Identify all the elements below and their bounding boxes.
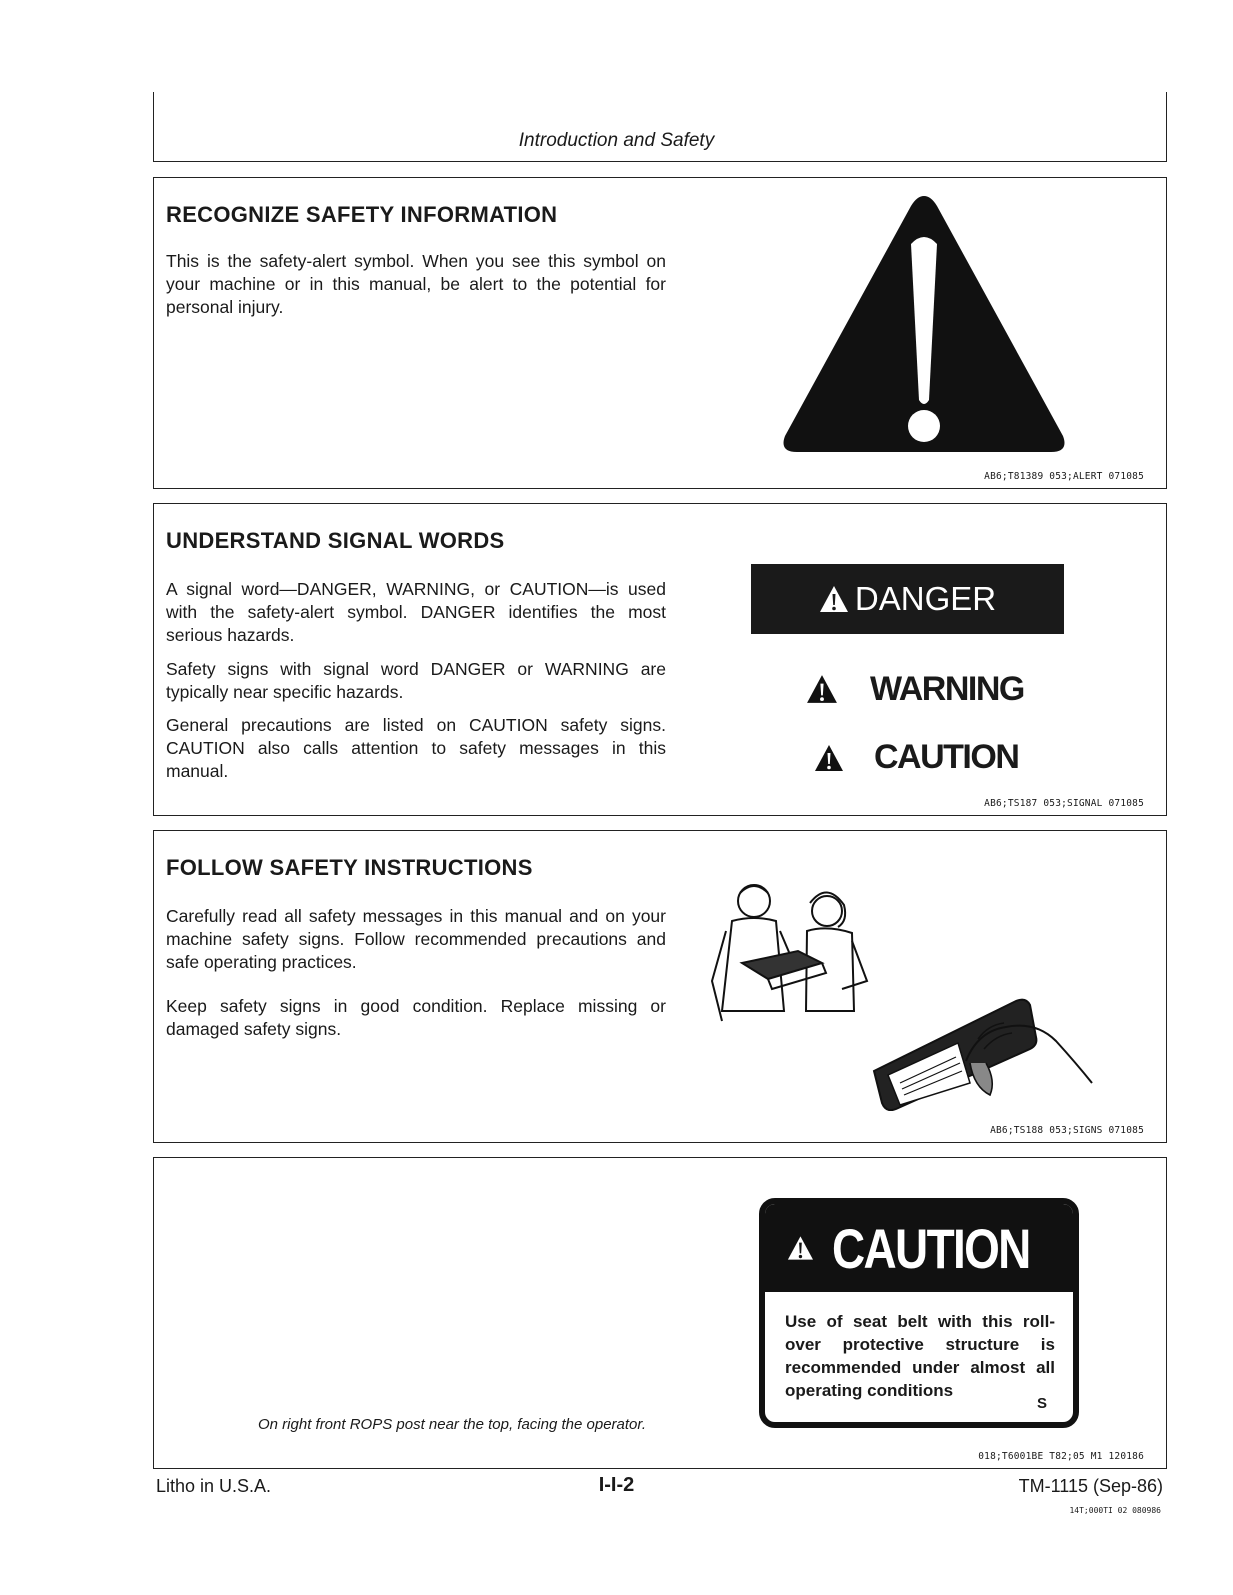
decal-location-caption: On right front ROPS post near the top, facing the operator. [258, 1416, 646, 1433]
safety-alert-icon [779, 186, 1069, 462]
figure-reference: AB6;T81389 053;ALERT 071085 [984, 471, 1144, 482]
caution-decal [759, 1198, 1079, 1428]
caution-decal-code: S [1036, 1395, 1047, 1412]
section-paragraph: Carefully read all safety messages in this manual and on your machine safety signs. Follow recommended precautions and safe operating practices. [166, 906, 666, 972]
figure-reference: AB6;TS188 053;SIGNS 071085 [990, 1125, 1144, 1136]
footer-page-number: I-I-2 [598, 1474, 635, 1496]
section-recognize-safety [153, 177, 1167, 489]
section-heading: UNDERSTAND SIGNAL WORDS [166, 528, 505, 553]
alert-triangle-icon [787, 1218, 814, 1278]
warning-sign-label: WARNING [870, 670, 1024, 708]
section-rops-decal [153, 1157, 1167, 1469]
page-header-title: Introduction and Safety [518, 130, 715, 151]
danger-sign [751, 564, 1064, 634]
warning-sign [806, 670, 1024, 709]
danger-sign-label: DANGER [854, 580, 997, 617]
alert-triangle-icon [819, 585, 849, 613]
caution-sign [814, 738, 1018, 777]
caution-decal-title: CAUTION [831, 1216, 1030, 1280]
section-heading: RECOGNIZE SAFETY INFORMATION [166, 202, 558, 227]
hand-applying-safety-sign-illustration [866, 991, 1096, 1111]
section-paragraph: This is the safety-alert symbol. When you see this symbol on your machine or in this manual, be alert to the potential for personal injury. [166, 251, 666, 317]
section-paragraph: Safety signs with signal word DANGER or WARNING are typically near specific hazards. [166, 659, 666, 702]
caution-decal-text: Use of seat belt with this roll-over protective structure is recommended under almost all operating conditions [785, 1312, 1055, 1400]
footer-manual-id: TM-1115 (Sep-86) [1018, 1476, 1163, 1496]
section-signal-words [153, 503, 1167, 816]
caution-decal-header [765, 1204, 1073, 1292]
section-paragraph: A signal word—DANGER, WARNING, or CAUTION—is used with the safety-alert symbol. DANGER identifies the most serious hazards. [166, 579, 666, 645]
alert-triangle-icon [814, 744, 844, 772]
figure-reference: 018;T6001BE T82;05 M1 120186 [978, 1451, 1144, 1462]
section-heading: FOLLOW SAFETY INSTRUCTIONS [166, 855, 533, 880]
section-paragraph: General precautions are listed on CAUTION safety signs. CAUTION also calls attention to safety messages in this manual. [166, 715, 666, 781]
footer-code: 14T;000TI 02 080986 [1069, 1506, 1161, 1515]
section-follow-instructions [153, 830, 1167, 1143]
section-paragraph: Keep safety signs in good condition. Replace missing or damaged safety signs. [166, 996, 666, 1039]
figure-reference: AB6;TS187 053;SIGNAL 071085 [984, 798, 1144, 809]
people-reading-manual-illustration [702, 871, 882, 1031]
alert-triangle-icon [806, 674, 838, 704]
footer-litho: Litho in U.S.A. [156, 1476, 272, 1496]
caution-sign-label: CAUTION [874, 738, 1019, 776]
